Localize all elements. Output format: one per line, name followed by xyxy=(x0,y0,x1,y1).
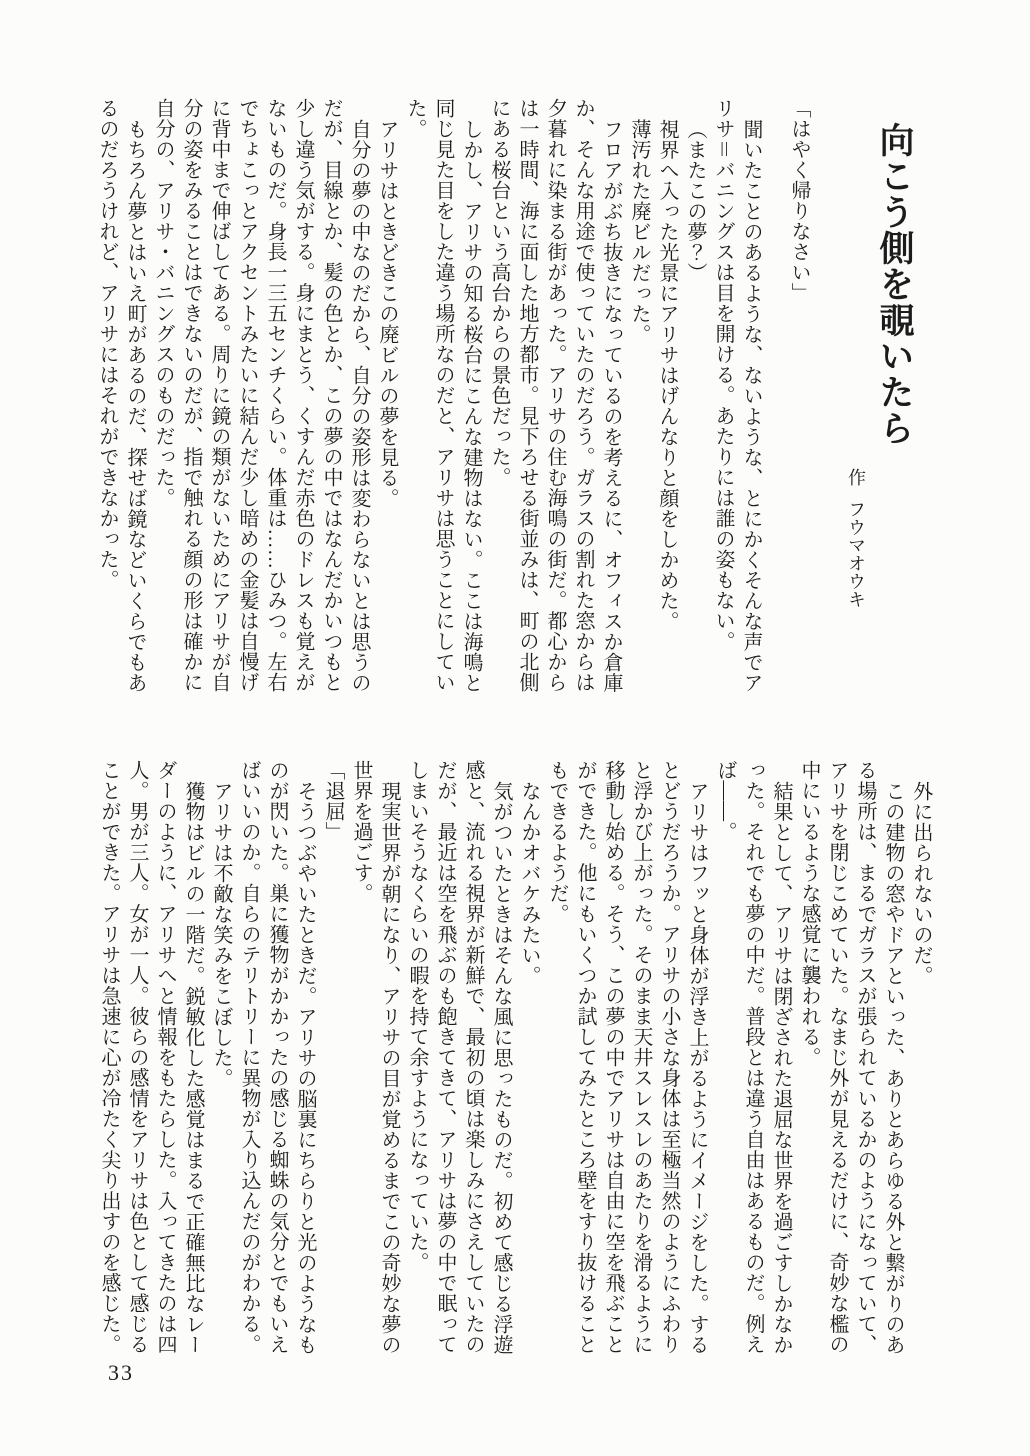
text-line: ができた。他にもいくつか試してみたところ壁をすり抜けること xyxy=(574,760,596,1355)
text-line: そうつぶやいたときだ。アリサの脳裏にちらりと光のようなも xyxy=(294,781,316,1355)
text-line: しまいそうなくらいの暇を持て余すようになっていた。 xyxy=(406,760,428,1273)
page-number: 33 xyxy=(108,1360,134,1385)
text-line: 「退屈」 xyxy=(322,760,344,842)
author-credit xyxy=(841,98,871,718)
text-line: た。 xyxy=(404,98,426,139)
text-line: 世界を過ごす。 xyxy=(350,760,372,904)
text-line: この建物の窓やドアといった、ありとあらゆる外と繋がりのあ xyxy=(882,781,904,1355)
top-text-block xyxy=(93,98,917,718)
text-line: 夕暮れに染まる街があった。アリサの住む海鳴の街だ。都心から xyxy=(544,98,566,693)
text-line: 少し違う気がする。身にまとう、くすんだ赤色のドレスも覚えが xyxy=(292,98,314,693)
text-line: もちろん夢とはいえ町があるのだ、探せば鏡などいくらでもあ xyxy=(124,119,146,693)
text-line: 自分の夢の中なのだから、自分の姿形は変わらないとは思うの xyxy=(348,119,370,693)
text-line: った。それでも夢の中だ。普段とは違う自由はあるものだ。例え xyxy=(742,760,764,1355)
text-line: ば――。 xyxy=(714,760,736,842)
text-line: 分の姿をみることはできないのだが、指で触れる顔の形は確かに xyxy=(180,98,202,693)
text-line: でちょこっとアクセントみたいに結んだ少し暗めの金髪は自慢げ xyxy=(236,98,258,693)
bottom-text-block xyxy=(95,760,935,1388)
text-line: るのだろうけれど、アリサにはそれができなかった。 xyxy=(96,98,118,590)
text-line: 聞いたことのあるような、ないような、とにかくそんな声でア xyxy=(740,119,762,693)
text-line: 視界へ入った光景にアリサはげんなりと顔をしかめた。 xyxy=(656,119,678,632)
text-line: のが閃いた。巣に獲物がかかったの感じる蜘蛛の気分とでもいえ xyxy=(266,760,288,1355)
text-line: に背中まで伸ばしてある。周りに鏡の類がないためにアリサが自 xyxy=(208,98,230,693)
text-line: アリサは不敵な笑みをこぼした。 xyxy=(210,781,232,1089)
text-line: 気がついたときはそんな風に思ったものだ。初めて感じる浮遊 xyxy=(490,781,512,1355)
text-line: 現実世界が朝になり、アリサの目が覚めるまでこの奇妙な夢の xyxy=(378,781,400,1355)
text-line: ことができた。アリサは急速に心が冷たく尖り出すのを感じた。 xyxy=(98,760,120,1355)
text-line: は一時間、海に面した地方都市。見下ろせる街並みは、町の北側 xyxy=(516,98,538,693)
text-line: だが、目線とか、髪の色とか、この夢の中ではなんだかいつもと xyxy=(320,98,342,693)
text-line: と浮かび上がった。そのまま天井スレスレのあたりを滑るように xyxy=(630,760,652,1355)
text-line: （またこの夢？） xyxy=(684,119,706,283)
text-line: なんかオバケみたい。 xyxy=(518,781,540,986)
text-line: か、そんな用途で使っていたのだろう。ガラスの割れた窓からは xyxy=(572,98,594,693)
text-line: アリサはときどきこの廃ビルの夢を見る。 xyxy=(376,119,398,509)
text-line: しかし、アリサの知る桜台にこんな建物はない。ここは海鳴と xyxy=(460,119,482,693)
text-line: ダーのように、アリサへと情報をもたらした。入ってきたのは四 xyxy=(154,760,176,1355)
text-line: アリサを閉じこめていた。なまじ外が見えるだけに、奇妙な檻の xyxy=(826,760,848,1355)
text-line: もできるようだ。 xyxy=(546,760,568,924)
text-line: 同じ見た目をした違う場所なのだと、アリサは思うことにしてい xyxy=(432,98,454,693)
text-line: 自分の、アリサ・バニングスのものだった。 xyxy=(152,98,174,508)
text-line: る場所は、まるでガラスが張られているかのようになっていて、 xyxy=(854,760,876,1355)
text-line: 薄汚れた廃ビルだった。 xyxy=(628,119,650,345)
text-line: 獲物はビルの一階だ。鋭敏化した感覚はまるで正確無比なレー xyxy=(182,781,204,1355)
text-line: 感と、流れる視界が新鮮で、最初の頃は楽しみにさえしていたの xyxy=(462,760,484,1355)
text-line: にある桜台という高台からの景色だった。 xyxy=(488,98,510,488)
text-line: 人。男が三人。女が一人。彼らの感情をアリサは色として感じる xyxy=(126,760,148,1355)
story-title: 向こう側を覗いたら xyxy=(875,122,914,446)
text-line: とどうだろうか。アリサの小さな身体は至極当然のようにふわり xyxy=(658,760,680,1355)
text-line: ばいいのか。自らのテリトリーに異物が入り込んだのがわかる。 xyxy=(238,760,260,1355)
text-line: 「はやく帰りなさい」 xyxy=(788,98,810,303)
text-line: 移動し始める。そう、この夢の中でアリサは自由に空を飛ぶこと xyxy=(602,760,624,1355)
author-name: フウマオウキ xyxy=(846,500,866,608)
text-line: だが、最近は空を飛ぶのも飽きてきて、アリサは夢の中で眠って xyxy=(434,760,456,1355)
text-line: フロアがぶち抜きになっているのを考えるに、オフィスか倉庫 xyxy=(600,119,622,693)
text-line: ないものだ。身長一三五センチくらい。体重は……ひみつ。左右 xyxy=(264,98,286,693)
text-line: 結果として、アリサは閉ざされた退屈な世界を過ごすしかなか xyxy=(770,781,792,1355)
text-line: 外に出られないのだ。 xyxy=(910,781,932,986)
text-line: アリサはフッと身体が浮き上がるようにイメージをした。する xyxy=(686,781,708,1355)
text-line: 中にいるような感覚に襲われる。 xyxy=(798,760,820,1068)
text-line: リサ＝バニングスは目を開ける。あたりには誰の姿もない。 xyxy=(712,98,734,652)
author-label: 作 xyxy=(846,468,866,486)
